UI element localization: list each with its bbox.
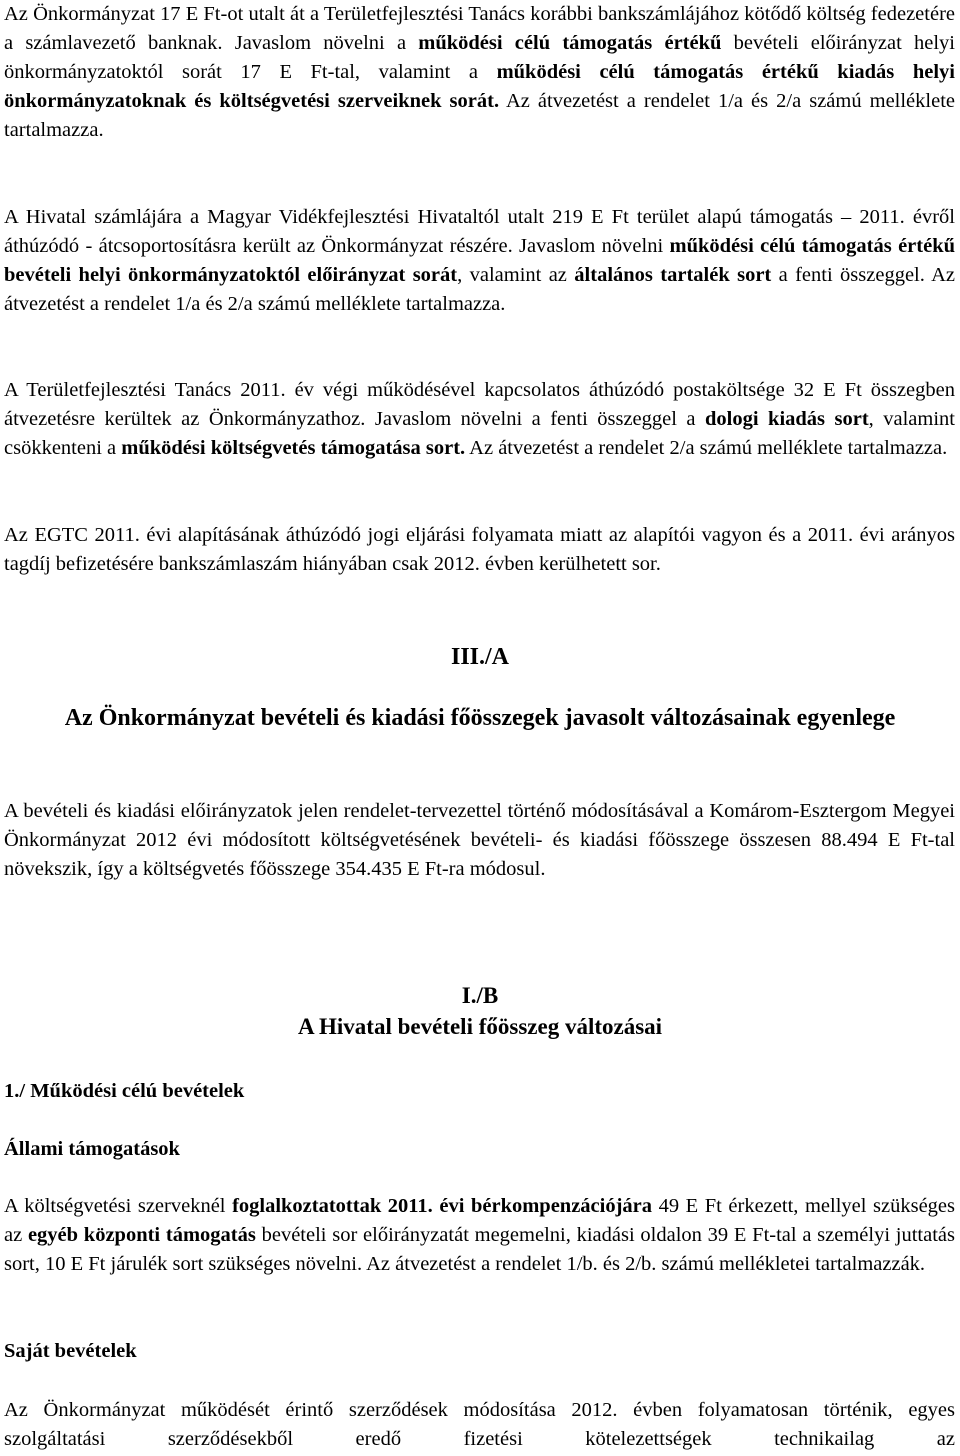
subheading-own-revenue: Saját bevételek bbox=[4, 1340, 137, 1362]
paragraph-egtc-foundation: Az EGTC 2011. évi alapításának áthúzódó jogi eljárási folyamata miatt az alapítói vagyon és a 2011. évi arányos tagdíj befizetésére bankszámlaszám hiányában csak 2012. évben kerülhetett sor. bbox=[4, 524, 955, 575]
section-heading-1b: I./B bbox=[461, 983, 499, 1008]
section-heading-3a: III./A bbox=[450, 644, 510, 670]
paragraph-postage-cost: A Területfejlesztési Tanács 2011. év végi működésével kapcsolatos áthúzódó postaköltsége 32 E Ft összegben átvezetésre kerültek az Önkormányzathoz. Javaslom növelni a fenti összeggel a dologi kiadás sort, valamint csökkenteni a működési költségvetés támogatása sort. Az átvezetést a rendelet 2/a számú melléklete tartalmazza. bbox=[4, 379, 955, 459]
paragraph-egtc-bank-cost: Az Önkormányzat 17 E Ft-ot utalt át a Területfejlesztési Tanács korábbi bankszámlájához kötődő költség fedezetére a számlavezető banknak. Javaslom növelni a működési célú támogatás értékű bevételi előirányzat helyi önkormányzatoktól sorát 17 E Ft-tal, valamint a működési célú támogatás értékű kiadás helyi önkormányzatoknak és költségvetési szerveiknek sorát. Az átvezetést a rendelet 1/a és 2/a számú melléklete tartalmazza. bbox=[4, 3, 956, 141]
paragraph-main-totals: A bevételi és kiadási előirányzatok jelen rendelet-tervezettel történő módosításával a Komárom-Esztergom Megyei Önkormányzat 2012 évi módosított költségvetésének bevételi- és kiadási főösszege összesen 88.494 E Ft-tal növekszik, így a költségvetés főösszege 354.435 E Ft-ra módosul. bbox=[4, 800, 955, 880]
paragraph-wage-compensation: A költségvetési szerveknél foglalkoztatottak 2011. évi bérkompenzációjára 49 E Ft érkezett, mellyel szükséges az egyéb központi támogatás bevételi sor előirányzatát megemelni, kiadási oldalon 39 E Ft-tal a személyi juttatás sort, 10 E Ft járulék sort szükséges növelni. Az átvezetést a rendelet 1/b. és 2/b. számú mellékletei tartalmazzák. bbox=[4, 1195, 955, 1275]
paragraph-contract-changes: Az Önkormányzat működését érintő szerződések módosítása 2012. évben folyamatosan történik, egyes szolgáltatási szerződésekből eredő fizetési kötelezettségek technikailag az bbox=[4, 1399, 955, 1450]
paragraph-hivatal-support: A Hivatal számlájára a Magyar Vidékfejlesztési Hivataltól utalt 219 E Ft terület alapú támogatás – 2011. évről áthúzódó - átcsoportosításra került az Önkormányzat részére. Javaslom növelni működési célú támogatás értékű bevételi helyi önkormányzatoktól előirányzat sorát, valamint az általános tartalék sort a fenti összeggel. Az átvezetést a rendelet 1/a és 2/a számú melléklete tartalmazza. bbox=[4, 206, 956, 315]
subheading-operating-revenue: 1./ Működési célú bevételek bbox=[4, 1080, 245, 1102]
section-title-hivatal: A Hivatal bevételi főösszeg változásai bbox=[297, 1014, 663, 1039]
section-title-balance: Az Önkormányzat bevételi és kiadási főösszegek javasolt változásainak egyenlege bbox=[64, 705, 896, 731]
subheading-state-support: Állami támogatások bbox=[4, 1138, 180, 1160]
